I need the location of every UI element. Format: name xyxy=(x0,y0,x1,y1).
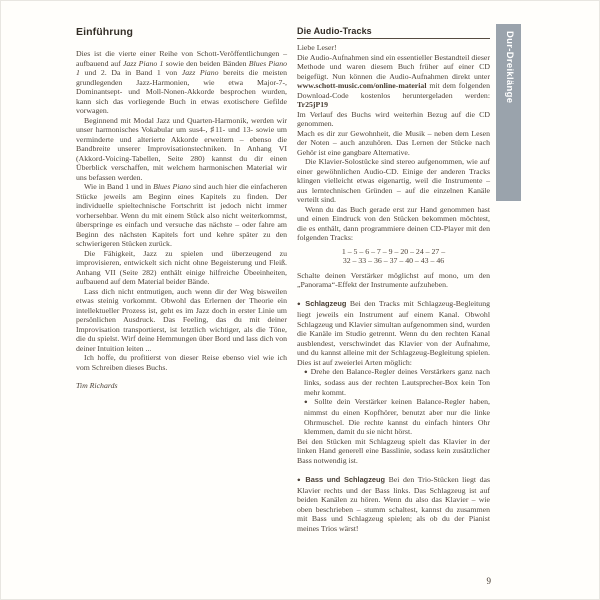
right-column xyxy=(297,26,490,533)
chapter-tab xyxy=(496,24,521,201)
bullet-paragraph: ● Bass und Schlagzeug Bei den Trio-Stücken liegt das Klavier rechts und der Bass links. Das Schlagzeug ist auf beiden Kanälen zu hören. Wenn du also das Klavier – wie oben beschrieben – stumm schaltest, kannst du zusammen mit Bass und Schlagzeug spielen; als ob du der Pianist meines Trios wärst! xyxy=(297,474,491,533)
paragraph: Im Verlauf des Buchs wird weiterhin Bezug auf die CD genommen. xyxy=(297,109,490,128)
track-line: 1 – 5 – 6 – 7 – 9 – 20 – 24 – 27 – xyxy=(341,246,446,256)
paragraph: Wie in Band 1 und in Blues Piano sind auch hier die einfacheren Stücke jeweils am Beginn eines Kapitels zu finden. Der individuelle spieltechnische Fortschritt ist jedoch nicht immer vorhersehbar. Wenn du mit einem Stück also nicht weiterkommst, überspringe es einfach und versuche das nächste – oder fahre am Beginn des nächsten Kapitels fort und kehre später zu den schwierigeren Stücken zurück. xyxy=(76,182,287,248)
sub-bullet-paragraph: ● Sollte dein Verstärker keinen Balance-Regler haben, nimmst du einen Kopfhörer, benutzt aber nur die linke Ohrmuschel. Die rechte kannst du einfach hinters Ohr klemmen, damit du sie nicht hörst. xyxy=(304,397,490,436)
paragraph: Ich hoffe, du profitierst von dieser Reise ebenso viel wie ich vom Schreiben dieses Buchs. xyxy=(76,353,287,372)
paragraph: Lass dich nicht entmutigen, auch wenn dir der Weg bisweilen etwas steinig vorkommt. Obwohl das Erlernen der Theorie ein intellektueller Prozess ist, geht es im Jazz doch in erster Linie um persönlichen Ausdruck. Das Feeling, das du mit deiner Improvisation transportierst, ist letztlich wichtiger, als die Töne, die du spielst. Wirf deine Hemmungen über Bord und lass dich von deiner Intuition leiten ... xyxy=(76,286,287,353)
paragraph: Die Audio-Aufnahmen sind ein essentieller Bestandteil dieser Methode und waren diesem Buch früher auf einer CD beigefügt. Nun können die Audio-Aufnahmen direkt unter www.schott-music.com/online-material mit dem folgenden Download-Code kostenlos heruntergeladen werden: Tr25jP19 xyxy=(297,52,490,109)
paragraph: Dies ist die vierte einer Reihe von Schott-Veröffentlichungen – aufbauend auf Jazz Piano 1 sowie den beiden Bänden Blues Piano 1 und 2. Da in Band 1 von Jazz Piano bereits die meisten grundlegenden Jazz-Harmonien, wie etwa Major-7-, Dominantsept- und Moll-Nonen-Akkorde besprochen wurden, kann sich das vorliegende Buch in etwas exotischere Gefilde vorwagen. xyxy=(76,49,288,115)
paragraph: Die Fähigkeit, Jazz zu spielen und überzeugend zu improvisieren, entwickelt sich nicht ohne Begeisterung und Fleiß. Anhang VII (Seite 282) enthält einige hilfreiche Übeeinheiten, aufbauend auf dem Material beider Bände. xyxy=(76,248,287,286)
author-signature: Tim Richards xyxy=(76,381,118,390)
track-line: 32 – 33 – 36 – 37 – 40 – 43 – 46 xyxy=(342,256,445,265)
right-column-heading: Die Audio-Tracks xyxy=(297,26,372,36)
paragraph: Beginnend mit Modal Jazz und Quarten-Harmonik, werden wir unser harmonisches Vokabular um sus4-, ♯11- und 13- sowie um verminderte und alterierte Akkorde erweitern – ebenso die Bandbreite unserer Improvisationstechniken. In Anhang VI (Akkord-Voicing-Tabellen, Seite 280) kannst du dir einen Überblick verschaffen, mit welchem harmonischen Material wir uns befassen werden. xyxy=(76,115,287,182)
paragraph: Bei den Stücken mit Schlagzeug spielt das Klavier in der linken Hand generell eine Basslinie, sodass kein zusätzlicher Bass notwendig ist. xyxy=(297,436,490,465)
sub-bullet-paragraph: ● Drehe den Balance-Regler deines Verstärkers ganz nach links, sodass aus der rechten Lautsprecher-Box kein Ton mehr kommt. xyxy=(304,367,490,397)
paragraph: Schalte deinen Verstärker möglichst auf mono, um den „Panorama“-Effekt der Instrumente aufzuheben. xyxy=(297,270,490,289)
left-column-heading: Einführung xyxy=(76,26,133,38)
paragraph: Die Klavier-Solostücke sind stereo aufgenommen, wie auf einer gewöhnlichen Audio-CD. Einige der anderen Tracks klingen vielleicht etwas eigenartig, weil die Instrumente – aus lerntechnischen Gründen – auf die einzelnen Kanäle verteilt sind. xyxy=(297,157,490,204)
heading-rule xyxy=(297,38,490,39)
paragraph: Wenn du das Buch gerade erst zur Hand genommen hast und einen Eindruck von den Stücken bekommen möchtest, die es enthält, dann programmiere deinen CD-Player mit den folgenden Tracks: xyxy=(297,204,490,242)
page-number: 9 xyxy=(486,576,491,586)
track-list xyxy=(297,247,490,266)
chapter-tab-label: Dur-Dreiklänge xyxy=(504,31,515,104)
bullet-paragraph: ● Schlagzeug Bei den Tracks mit Schlagzeug-Begleitung liegt jeweils ein Instrument auf einem Kanal. Obwohl Schlagzeug und Klavier simultan aufgenommen sind, wurden die Kanäle im Studio getrennt. Wenn du den rechten Kanal ausblendest, verschwindet das Klavier von der Aufnahme, und du kannst alleine mit der Schlagzeug-Begleitung spielen. Dies ist auf zweierlei Arten möglich: xyxy=(297,299,491,367)
salutation: Liebe Leser! xyxy=(297,43,337,52)
left-column xyxy=(76,27,287,391)
paragraph: Mach es dir zur Gewohnheit, die Musik – neben dem Lesen der Noten – auch anzuhören. Das Lernen der Stücke nach Gehör ist eine gangbare Alternative. xyxy=(297,128,490,157)
